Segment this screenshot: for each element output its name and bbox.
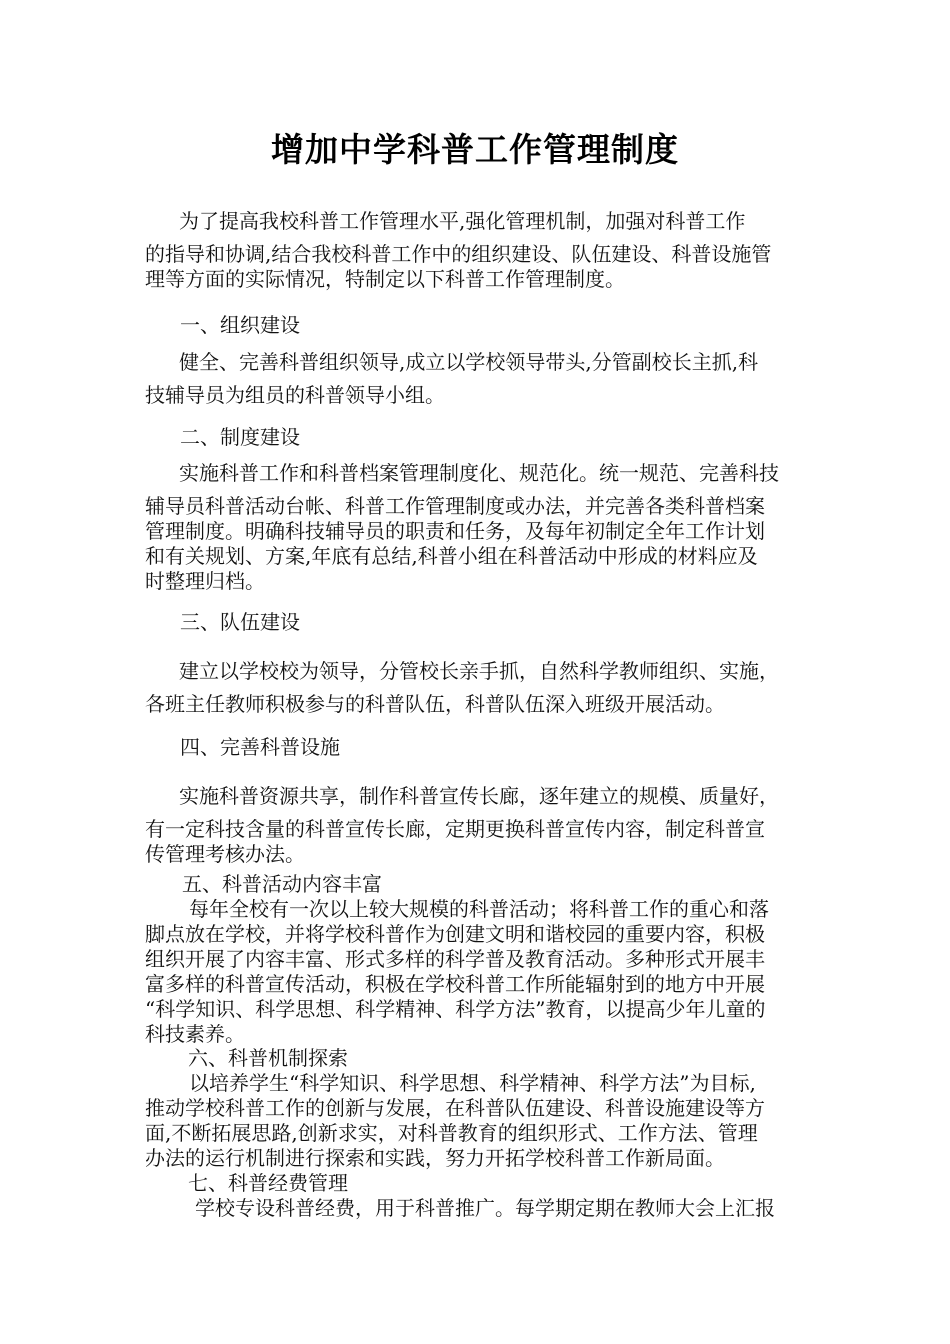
section-heading-funding: 七、科普经费管理 (188, 1171, 348, 1195)
section-heading-activities: 五、科普活动内容丰富 (182, 872, 382, 896)
paragraph-line: 脚点放在学校，并将学校科普作为创建文明和谐校园的重要内容，积极 (145, 922, 765, 946)
paragraph-line: 为了提高我校科普工作管理水平,强化管理机制，加强对科普工作 (179, 209, 746, 233)
paragraph-line: 各班主任教师积极参与的科普队伍，科普队伍深入班级开展活动。 (145, 692, 725, 716)
section-heading-organization: 一、组织建设 (180, 313, 300, 337)
paragraph-line: 组织开展了内容丰富、形式多样的科学普及教育活动。多种形式开展丰 (145, 947, 765, 971)
paragraph-line: 管理制度。明确科技辅导员的职责和任务，及每年初制定全年工作计划 (145, 519, 765, 543)
paragraph-line: 面,不断拓展思路,创新求实，对科普教育的组织形式、工作方法、管理 (145, 1121, 758, 1145)
paragraph-line: 实施科普资源共享，制作科普宣传长廊，逐年建立的规模、质量好， (179, 784, 779, 808)
paragraph-line: 实施科普工作和科普档案管理制度化、规范化。统一规范、完善科技 (179, 461, 779, 485)
paragraph-line: 每年全校有一次以上较大规模的科普活动；将科普工作的重心和落 (189, 897, 769, 921)
section-body-activities (145, 897, 835, 1047)
paragraph-line: 以培养学生“科学知识、科学思想、科学精神、科学方法”为目标, (189, 1071, 756, 1095)
paragraph-line: 办法的运行机制进行探索和实践，努力开拓学校科普工作新局面。 (145, 1146, 725, 1170)
section-heading-system: 二、制度建设 (180, 425, 300, 449)
paragraph-line: 传管理考核办法。 (145, 842, 305, 866)
paragraph-line: 健全、完善科普组织领导,成立以学校领导带头,分管副校长主抓,科 (179, 350, 759, 374)
section-heading-team: 三、队伍建设 (180, 610, 300, 634)
paragraph-line: 学校专设科普经费，用于科普推广。每学期定期在教师大会上汇报 (195, 1196, 775, 1220)
section-body-organization (145, 350, 835, 408)
paragraph-line: 有一定科技含量的科普宣传长廊，定期更换科普宣传内容，制定科普宣 (145, 817, 765, 841)
document-title: 增加中学科普工作管理制度 (271, 130, 679, 169)
section-body-facilities (145, 784, 835, 867)
paragraph-line: 推动学校科普工作的创新与发展，在科普队伍建设、科普设施建设等方 (145, 1096, 765, 1120)
section-body-mechanism (145, 1071, 835, 1171)
section-heading-facilities: 四、完善科普设施 (180, 735, 340, 759)
intro-paragraph (145, 209, 835, 292)
paragraph-line: 的指导和协调,结合我校科普工作中的组织建设、队伍建设、科普设施管 (145, 242, 772, 266)
section-body-funding (145, 1196, 835, 1221)
section-body-team (145, 659, 835, 717)
section-heading-mechanism: 六、科普机制探索 (188, 1046, 348, 1070)
paragraph-line: 富多样的科普宣传活动，积极在学校科普工作所能辐射到的地方中开展 (145, 972, 765, 996)
paragraph-line: 建立以学校校为领导，分管校长亲手抓，自然科学教师组织、实施， (179, 659, 779, 683)
paragraph-line: 和有关规划、方案,年底有总结,科普小组在科普活动中形成的材料应及 (145, 544, 758, 568)
paragraph-line: 技辅导员为组员的科普领导小组。 (145, 383, 445, 407)
paragraph-line: 辅导员科普活动台帐、科普工作管理制度或办法，并完善各类科普档案 (145, 494, 765, 518)
section-body-system (145, 461, 835, 594)
paragraph-line: 科技素养。 (145, 1022, 245, 1046)
paragraph-line: “科学知识、科学思想、科学精神、科学方法”教育，以提高少年儿童的 (145, 997, 766, 1021)
paragraph-line: 时整理归档。 (145, 569, 265, 593)
paragraph-line: 理等方面的实际情况，特制定以下科普工作管理制度。 (145, 267, 625, 291)
